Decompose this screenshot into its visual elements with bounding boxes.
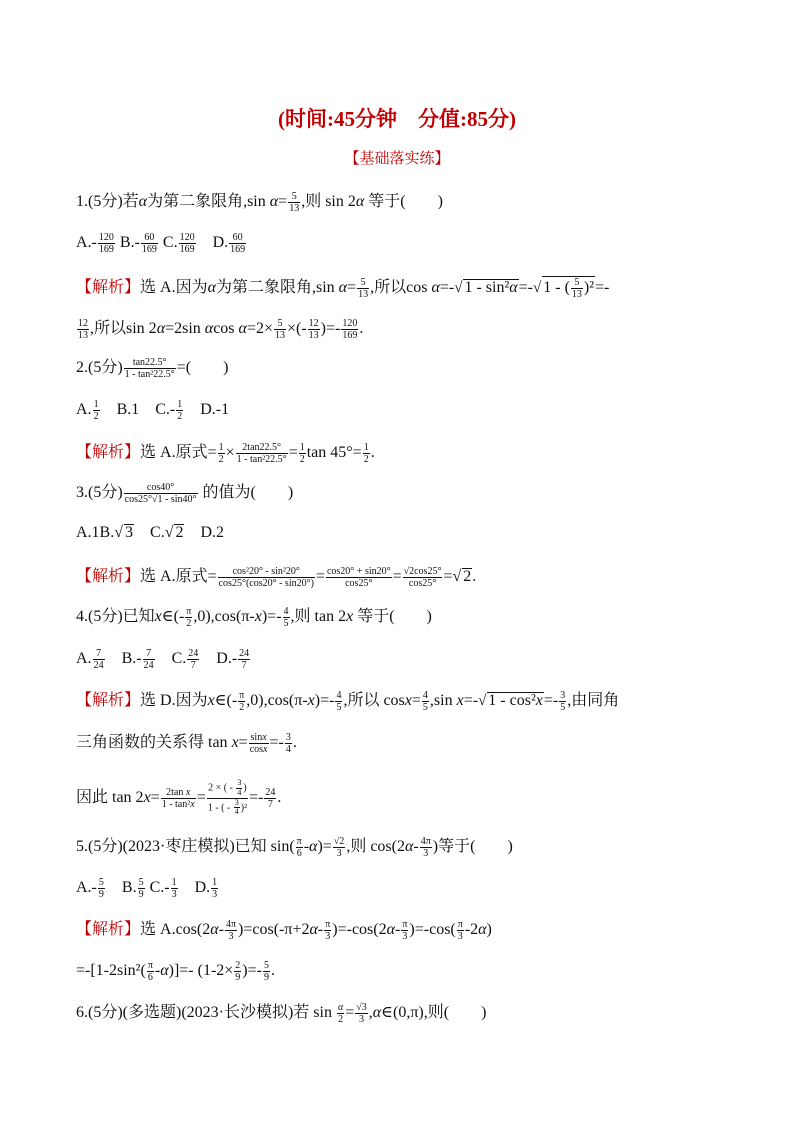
question-2-options: A. $\frac{1}{2}$ B.1 C.- $\frac{1}{2}$ D.-1	[76, 399, 230, 422]
analysis-tag: 【解析】	[76, 279, 141, 297]
question-6-stem: 6.(5分)(多选题)(2023·长沙模拟)若 sin $\frac{\alpha}{2}$ = $\frac{√3}{3}$ ,α∈(0,π),则( )	[76, 1002, 487, 1025]
section-heading: 【基础落实练】	[344, 151, 450, 167]
question-5-stem: 5.(5分)(2023·枣庄模拟)已知 sin( $\frac{\pi}{6}$ -α)= $\frac{√2}{3}$ ,则 cos(2α- $\frac{4\pi}{3}$ )等于( )	[76, 836, 513, 859]
question-5-analysis: 【解析】选 A.cos(2α- $\frac{4\pi}{3}$ )=cos(-π+2α- $\frac{\pi}{3}$ )=-cos(2α- $\frac{\pi}{3}$ )=-cos( $\frac{\pi}{3}$ -2α)	[76, 919, 492, 942]
question-2-stem: 2.(5分) $\frac{\tan 22.5^\circ}{\text{1 - tan²22.5°}}$ =( )	[76, 357, 229, 380]
page-title: (时间:45分钟 分值:85分)	[278, 107, 516, 131]
question-1-stem: 1.(5分)若α为第二象限角,sin α= $\frac{5}{13}$ ,则 sin 2α 等于( )	[76, 191, 443, 214]
question-5-options: A.- $\frac{5}{9}$ B. $\frac{5}{9}$ C.- $\frac{1}{3}$ D. $\frac{1}{3}$	[76, 877, 218, 900]
question-4-options: A. $\frac{7}{24}$ B.- $\frac{7}{24}$ C. $\frac{24}{7}$ D.- $\frac{24}{7}$	[76, 648, 250, 671]
question-4-analysis: 【解析】选 D.因为x∈(- $\frac{\pi}{2}$ ,0),cos(π-x)=- $\frac{4}{5}$ ,所以 cosx= $\frac{4}{5}$ ,sin x=-√ 1 - cos²x=- $\frac{3}{5}$ ,由同角	[76, 690, 620, 713]
question-3-analysis: 【解析】选 A.原式= $\frac{\text{cos²20° - sin²20°}}{\cos 25^\circ(\cos 20^\circ - \sin 20^\circ)}$ = $\frac{\cos 20^\circ + \sin 20^\circ}{\cos 25^\circ}$ = $\frac{√2\cos 25^\circ}{\cos 25^\circ}$ =√ 2.	[76, 566, 477, 589]
question-1-options: A.- $\frac{120}{169}$ B.- $\frac{60}{169}$ C. $\frac{120}{169}$ D. $\frac{60}{169}$	[76, 232, 246, 255]
question-3-options: A.1B.√ 3 C.√ 2 D.2	[76, 524, 225, 541]
question-1-analysis: 【解析】选 A.因为α为第二象限角,sin α= $\frac{5}{13}$ ,所以cos α=-√ 1 - sin²α=-√ 1 - ( $\frac{5}{13}$ )²=-	[76, 277, 610, 300]
analysis-tag: 【解析】	[76, 444, 141, 462]
question-3-stem: 3.(5分) $\frac{\cos 40^\circ}{\cos 25^\circ√1 - \sin 40^\circ}$ 的值为( )	[76, 482, 294, 505]
analysis-tag: 【解析】	[76, 692, 141, 710]
question-4-stem: 4.(5分)已知x∈(- $\frac{\pi}{2}$ ,0),cos(π-x)=- $\frac{4}{5}$ ,则 tan 2x 等于( )	[76, 606, 432, 629]
question-2-analysis: 【解析】选 A.原式= $\frac{1}{2}$ × $\frac{2\tan 22.5^\circ}{\text{1 - tan²22.5°}}$ = $\frac{1}{2}$ tan 45°= $\frac{1}{2}$ .	[76, 442, 375, 465]
question-4-analysis-cont: 三角函数的关系得 tan x= $\frac{\sin x}{\cos x}$ =- $\frac{3}{4}$ .	[76, 732, 297, 755]
analysis-tag: 【解析】	[76, 921, 141, 939]
question-5-analysis-cont: =-[1-2sin²( $\frac{\pi}{6}$ -α)]=- (1-2× $\frac{2}{9}$ )=- $\frac{5}{9}$ .	[76, 960, 275, 983]
question-4-analysis-end: 因此 tan 2x= $\frac{\text{2tan x}}{\text{1 - tan²x}}$ = 2 × ( - $\frac{3}{4}$ ) 1 - ( - $\frac{3}{4}$ )² =- $\frac{24}{7}$ .	[76, 778, 282, 817]
question-1-analysis-cont: $\frac{12}{13}$ ,所以sin 2α=2sin αcos α=2× $\frac{5}{13}$ ×(- $\frac{12}{13}$ )=- $\frac{120}{169}$ .	[78, 318, 364, 341]
analysis-tag: 【解析】	[76, 568, 141, 586]
